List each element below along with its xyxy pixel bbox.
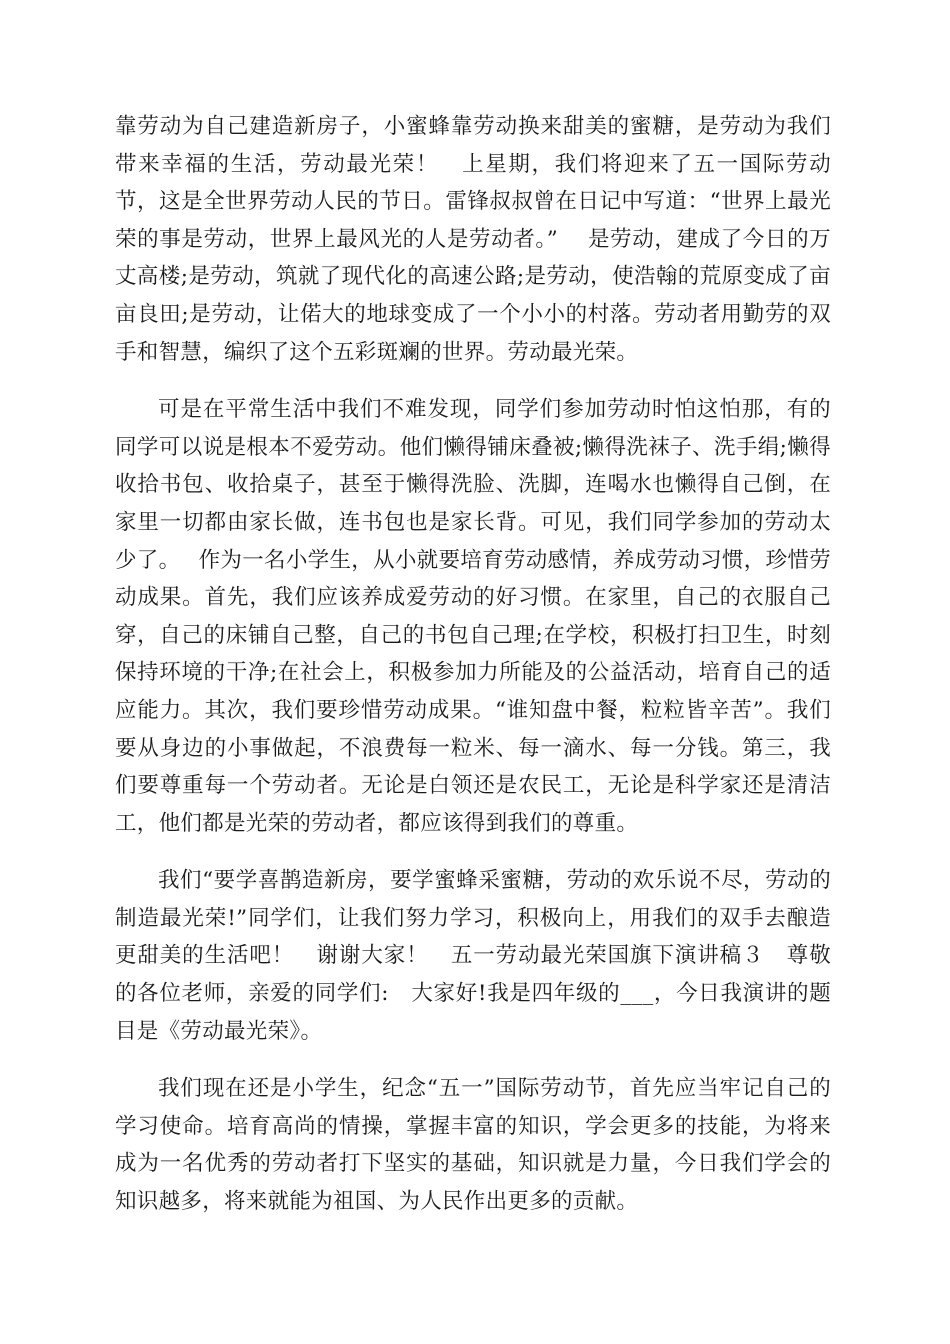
document-body — [115, 108, 831, 1241]
paragraph-1: 靠劳动为自己建造新房子，小蜜蜂靠劳动换来甜美的蜜糖，是劳动为我们带来幸福的生活，劳动最光荣！ 上星期，我们将迎来了五一国际劳动节，这是全世界劳动人民的节日。雷锋叔叔曾在日记中写道：“世界上最光荣的事是劳动，世界上最风光的人是劳动者。” 是劳动，建成了今日的万丈高楼;是劳动，筑就了现代化的高速公路;是劳动，使浩翰的荒原变成了亩亩良田;是劳动，让偌大的地球变成了一个小小的村落。劳动者用勤劳的双手和智慧，编织了这个五彩斑斓的世界。劳动最光荣。 — [115, 114, 831, 365]
paragraph-4: 我们现在还是小学生，纪念“五一”国际劳动节，首先应当牢记自己的学习使命。培育高尚的情操，掌握丰富的知识，学会更多的技能，为将来成为一名优秀的劳动者打下坚实的基础，知识就是力量，今日我们学会的知识越多，将来就能为祖国、为人民作出更多的贡献。 — [115, 1076, 831, 1215]
paragraph-3: 我们“要学喜鹊造新房，要学蜜蜂采蜜糖，劳动的欢乐说不尽，劳动的制造最光荣!”同学们，让我们努力学习，积极向上，用我们的双手去酿造更甜美的生活吧！ 谢谢大家！ 五一劳动最光荣国旗下演讲稿３ 尊敬的各位老师，亲爱的同学们: 大家好!我是四年级的___，今日我演讲的题目是《劳动最光荣》。 — [115, 868, 831, 1044]
paragraph-2: 可是在平常生活中我们不难发现，同学们参加劳动时怕这怕那，有的同学可以说是根本不爱劳动。他们懒得铺床叠被;懒得洗袜子、洗手绢;懒得收拾书包、收拾桌子，甚至于懒得洗脸、洗脚，连喝水也懒得自己倒，在家里一切都由家长做，连书包也是家长背。可见，我们同学参加的劳动太少了。 作为一名小学生，从小就要培育劳动感情，养成劳动习惯，珍惜劳动成果。首先，我们应该养成爱劳动的好习惯。在家里，自己的衣服自己穿，自己的床铺自己整，自己的书包自己理;在学校，积极打扫卫生，时刻保持环境的干净;在社会上，积极参加力所能及的公益活动，培育自己的适应能力。其次，我们要珍惜劳动成果。“谁知盘中餐，粒粒皆辛苦”。我们要从身边的小事做起，不浪费每一粒米、每一滴水、每一分钱。第三，我们要尊重每一个劳动者。无论是白领还是农民工，无论是科学家还是清洁工，他们都是光荣的劳动者，都应该得到我们的尊重。 — [115, 397, 831, 836]
